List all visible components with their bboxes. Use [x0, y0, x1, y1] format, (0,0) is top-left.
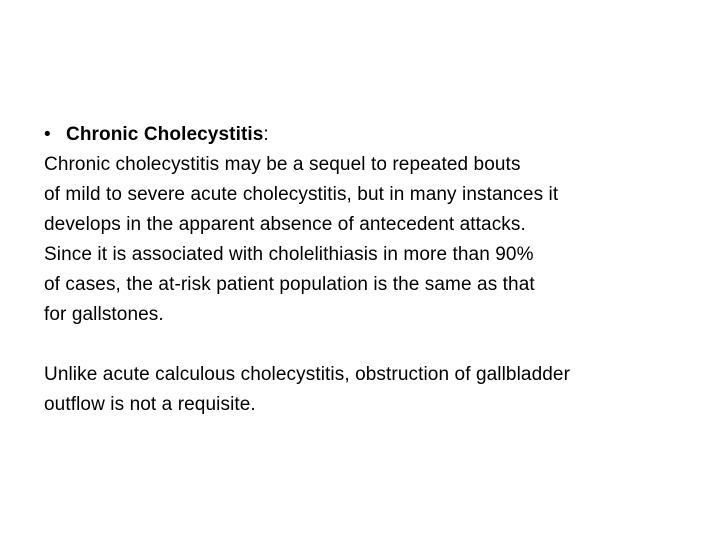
paragraph-1-line: of mild to severe acute cholecystitis, but in many instances it	[44, 184, 559, 205]
heading-colon: :	[263, 124, 269, 145]
paragraph-1-line: Since it is associated with cholelithiasis in more than 90%	[44, 244, 534, 265]
paragraph-gap	[44, 330, 694, 360]
paragraph-1-line: of cases, the at-risk patient population is the same as that	[44, 274, 535, 295]
paragraph-1-line: for gallstones.	[44, 304, 164, 325]
paragraph-1-line: Chronic cholecystitis may be a sequel to repeated bouts	[44, 154, 521, 175]
heading-term: Chronic Cholecystitis	[66, 124, 264, 145]
paragraph-1	[44, 150, 694, 330]
paragraph-2-line: Unlike acute calculous cholecystitis, obstruction of gallbladder	[44, 364, 571, 385]
paragraph-1-line: develops in the apparent absence of antecedent attacks.	[44, 214, 526, 235]
bullet-heading	[44, 120, 694, 150]
slide-body	[44, 120, 694, 420]
bullet-glyph: •	[44, 124, 51, 145]
paragraph-2	[44, 360, 694, 420]
paragraph-2-line: outflow is not a requisite.	[44, 394, 256, 415]
